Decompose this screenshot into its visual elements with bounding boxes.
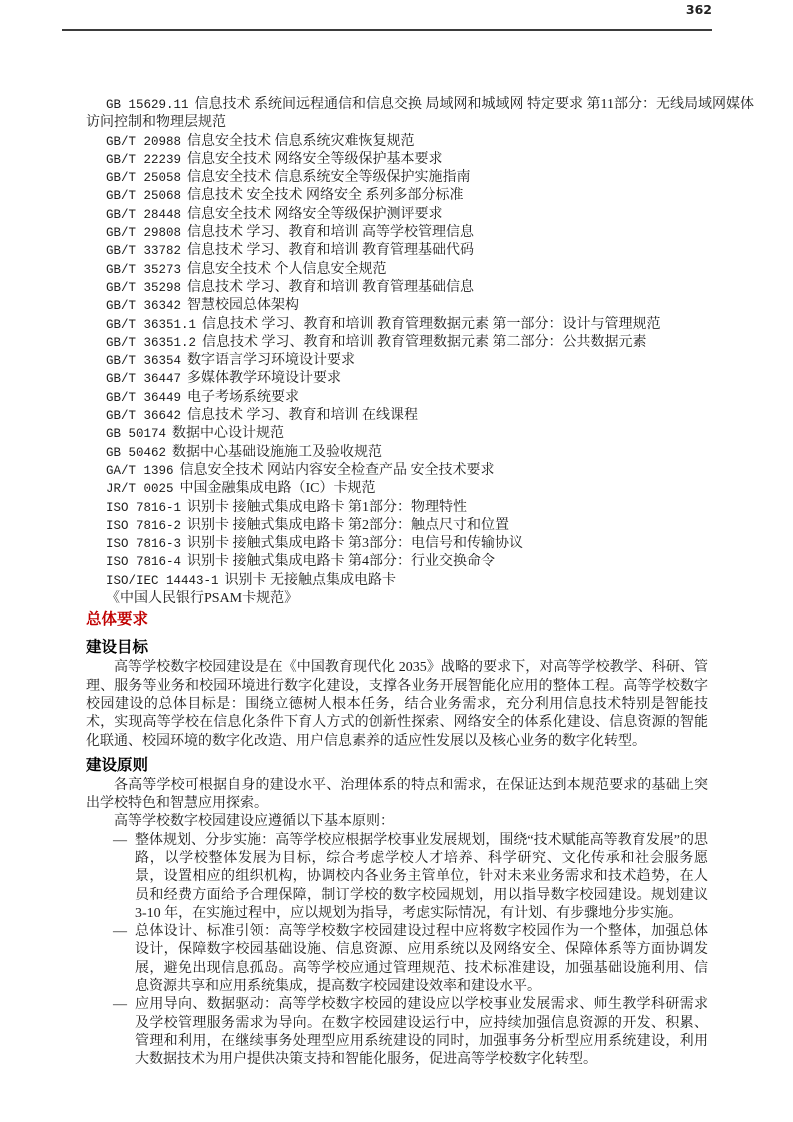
- standard-code: ISO/IEC 14443-1: [106, 573, 219, 588]
- standard-code: ISO 7816-3: [106, 537, 182, 552]
- principle-text: 应用导向、数据驱动：高等学校数字校园的建设应以学校事业发展需求、师生教学科研需求及学校管理服务需求为导向。在数字校园建设运行中，应持续加强信息资源的开发、积累、管理和利用，在继续事务处理型应用系统建设的同时，加强事务分析型应用系统建设，利用大数据技术为用户提供决策支持和智能化服务，促进高等学校数字化转型。: [135, 997, 708, 1068]
- standard-title: 信息技术 学习、教育和培训 教育管理数据元素 第二部分：公共数据元素: [202, 334, 647, 350]
- page-content: [86, 96, 754, 1070]
- standard-item: [86, 517, 762, 535]
- standard-item: [86, 499, 762, 517]
- standard-code: GB/T 28448: [106, 207, 182, 222]
- standard-title: 信息安全技术 信息系统安全等级保护实施指南: [187, 170, 471, 186]
- standard-item: [86, 133, 762, 151]
- standard-title: 信息安全技术 网站内容安全检查产品 安全技术要求: [179, 462, 495, 478]
- standard-code: GB/T 29808: [106, 226, 182, 241]
- standard-title: 信息安全技术 信息系统灾难恢复规范: [187, 133, 415, 149]
- standard-title: 信息技术 学习、教育和培训 教育管理数据元素 第一部分：设计与管理规范: [202, 316, 661, 332]
- standard-title: 识别卡 无接触点集成电路卡: [224, 572, 397, 588]
- standard-title: 信息技术 学习、教育和培训 教育管理基础代码: [187, 243, 475, 259]
- standard-title: 信息技术 学习、教育和培训 在线课程: [187, 408, 419, 424]
- standard-item: [86, 480, 762, 498]
- standard-title: 《中国人民银行PSAM卡规范》: [106, 591, 299, 607]
- standard-item: [86, 224, 762, 242]
- principle-item: [113, 996, 708, 1069]
- standard-code: GB/T 36449: [106, 390, 182, 405]
- standard-item: [86, 370, 762, 388]
- standard-title: 数字语言学习环境设计要求: [187, 353, 356, 369]
- standard-title: 中国金融集成电路（IC）卡规范: [179, 481, 376, 497]
- standard-code: ISO 7816-2: [106, 518, 182, 533]
- standard-item: [86, 425, 762, 443]
- standard-title: 信息技术 学习、教育和培训 教育管理基础信息: [187, 279, 475, 295]
- standard-item: [86, 242, 762, 260]
- construction-goal-paragraph: 高等学校数字校园建设是在《中国教育现代化 2035》战略的要求下，对高等学校教学、科研、管理、服务等业务和校园环境进行数字化建设，支撑各业务开展智能化应用的整体工程。高等学校数字校园建设的总体目标是：围绕立德树人根本任务，结合业务需求，充分利用信息技术特别是智能技术，实现高等学校在信息化条件下育人方式的创新性探索、网络安全的体系化建设、信息资源的智能化联通、校园环境的数字化改造、用户信息素养的适应性发展以及核心业务的数字化转型。: [86, 660, 708, 749]
- standard-title: 数据中心设计规范: [172, 426, 285, 442]
- standard-title: 信息安全技术 网络安全等级保护测评要求: [187, 206, 443, 222]
- standard-title: 信息安全技术 网络安全等级保护基本要求: [187, 151, 443, 167]
- standard-title: 信息技术 系统间远程通信和信息交换 局域网和城域网 特定要求 第11部分：无线局域网媒体访问控制和物理层规范: [86, 97, 754, 131]
- principle-text: 整体规划、分步实施：高等学校应根据学校事业发展规划，围绕“技术赋能高等教育发展”的思路，以学校整体发展为目标，综合考虑学校人才培养、科学研究、文化传承和社会服务愿景，设置相应的组织机构，协调校内各业务主管单位，针对未来业务需求和技术趋势，在人员和经费方面给予合理保障，制订学校的数字校园规划，用以指导数字校园建设。规划建议 3-10 年，在实施过程中，应以规划为指导，考虑实际情况，有计划、有步骤地分步实施。: [135, 832, 708, 921]
- standard-code: GB/T 36447: [106, 372, 182, 387]
- principles-lead-line: 高等学校数字校园建设应遵循以下基本原则：: [114, 814, 394, 830]
- standard-item: [86, 572, 762, 590]
- standard-item: [86, 407, 762, 425]
- standard-item: [86, 462, 762, 480]
- standard-title: 数据中心基础设施施工及验收规范: [172, 444, 383, 460]
- standard-item: [86, 316, 762, 334]
- standard-item: [86, 352, 762, 370]
- standard-item: [86, 389, 762, 407]
- standard-code: GB/T 35298: [106, 280, 182, 295]
- section-heading-construction-principles: 建设原则: [86, 756, 149, 774]
- standard-code: GB/T 35273: [106, 262, 182, 277]
- standard-item: [86, 96, 762, 133]
- standard-code: GB/T 22239: [106, 152, 182, 167]
- standards-list: [86, 96, 762, 608]
- standard-item: [86, 334, 762, 352]
- dash-marker: —: [113, 997, 127, 1013]
- standard-item: [86, 187, 762, 205]
- standard-title: 识别卡 接触式集成电路卡 第4部分：行业交换命令: [187, 554, 496, 570]
- principle-item: [113, 832, 708, 923]
- standard-code: GB/T 33782: [106, 244, 182, 259]
- standard-code: GB/T 36351.1: [106, 317, 197, 332]
- standard-code: GB 50174: [106, 427, 167, 442]
- standard-code: GB/T 36342: [106, 299, 182, 314]
- standard-code: GB/T 25058: [106, 171, 182, 186]
- standard-title: 信息安全技术 个人信息安全规范: [187, 261, 387, 277]
- standard-item: [86, 535, 762, 553]
- standard-title: 信息技术 学习、教育和培训 高等学校管理信息: [187, 225, 475, 241]
- section-heading-overall-requirements: 总体要求: [86, 611, 149, 629]
- header-rule: [62, 29, 712, 31]
- standard-title: 识别卡 接触式集成电路卡 第3部分：电信号和传输协议: [187, 536, 524, 552]
- standard-item: [86, 590, 762, 608]
- standard-title: 电子考场系统要求: [187, 389, 300, 405]
- standard-code: GB/T 36642: [106, 409, 182, 424]
- section-heading-construction-goal: 建设目标: [86, 639, 149, 657]
- standard-title: 信息技术 安全技术 网络安全 系列多部分标准: [187, 188, 464, 204]
- principles-list: [86, 832, 708, 1070]
- standard-title: 识别卡 接触式集成电路卡 第2部分：触点尺寸和位置: [187, 517, 510, 533]
- standard-item: [86, 261, 762, 279]
- standard-item: [86, 297, 762, 315]
- standard-item: [86, 279, 762, 297]
- standard-item: [86, 553, 762, 571]
- standard-code: GB/T 36354: [106, 354, 182, 369]
- standard-title: 识别卡 接触式集成电路卡 第1部分：物理特性: [187, 499, 468, 515]
- standard-item: [86, 151, 762, 169]
- principle-item: [113, 923, 708, 996]
- standard-code: ISO 7816-4: [106, 555, 182, 570]
- standard-code: ISO 7816-1: [106, 500, 182, 515]
- standard-code: JR/T 0025: [106, 482, 174, 497]
- standard-code: GB/T 20988: [106, 134, 182, 149]
- standard-item: [86, 444, 762, 462]
- dash-marker: —: [113, 924, 127, 940]
- standard-code: GA/T 1396: [106, 463, 174, 478]
- standard-code: GB/T 25068: [106, 189, 182, 204]
- dash-marker: —: [113, 832, 127, 848]
- standard-code: GB/T 36351.2: [106, 335, 197, 350]
- principle-text: 总体设计、标准引领：高等学校数字校园建设过程中应将数字校园作为一个整体，加强总体设计，保障数字校园基础设施、信息资源、应用系统以及网络安全、保障体系等方面协调发展，避免出现信息孤岛。高等学校应通过管理规范、技术标准建设，加强基础设施利用、信息资源共享和应用系统集成，提高数字校园建设效率和建设水平。: [135, 924, 708, 995]
- standard-title: 多媒体教学环境设计要求: [187, 371, 342, 387]
- page-number: 362: [685, 2, 712, 17]
- standard-title: 智慧校园总体架构: [187, 298, 300, 314]
- standard-item: [86, 169, 762, 187]
- standard-code: GB 50462: [106, 445, 167, 460]
- standard-code: GB 15629.11: [106, 98, 189, 112]
- standard-item: [86, 206, 762, 224]
- principles-intro-paragraph: 各高等学校可根据自身的建设水平、治理体系的特点和需求，在保证达到本规范要求的基础上突出学校特色和智慧应用探索。: [86, 777, 708, 812]
